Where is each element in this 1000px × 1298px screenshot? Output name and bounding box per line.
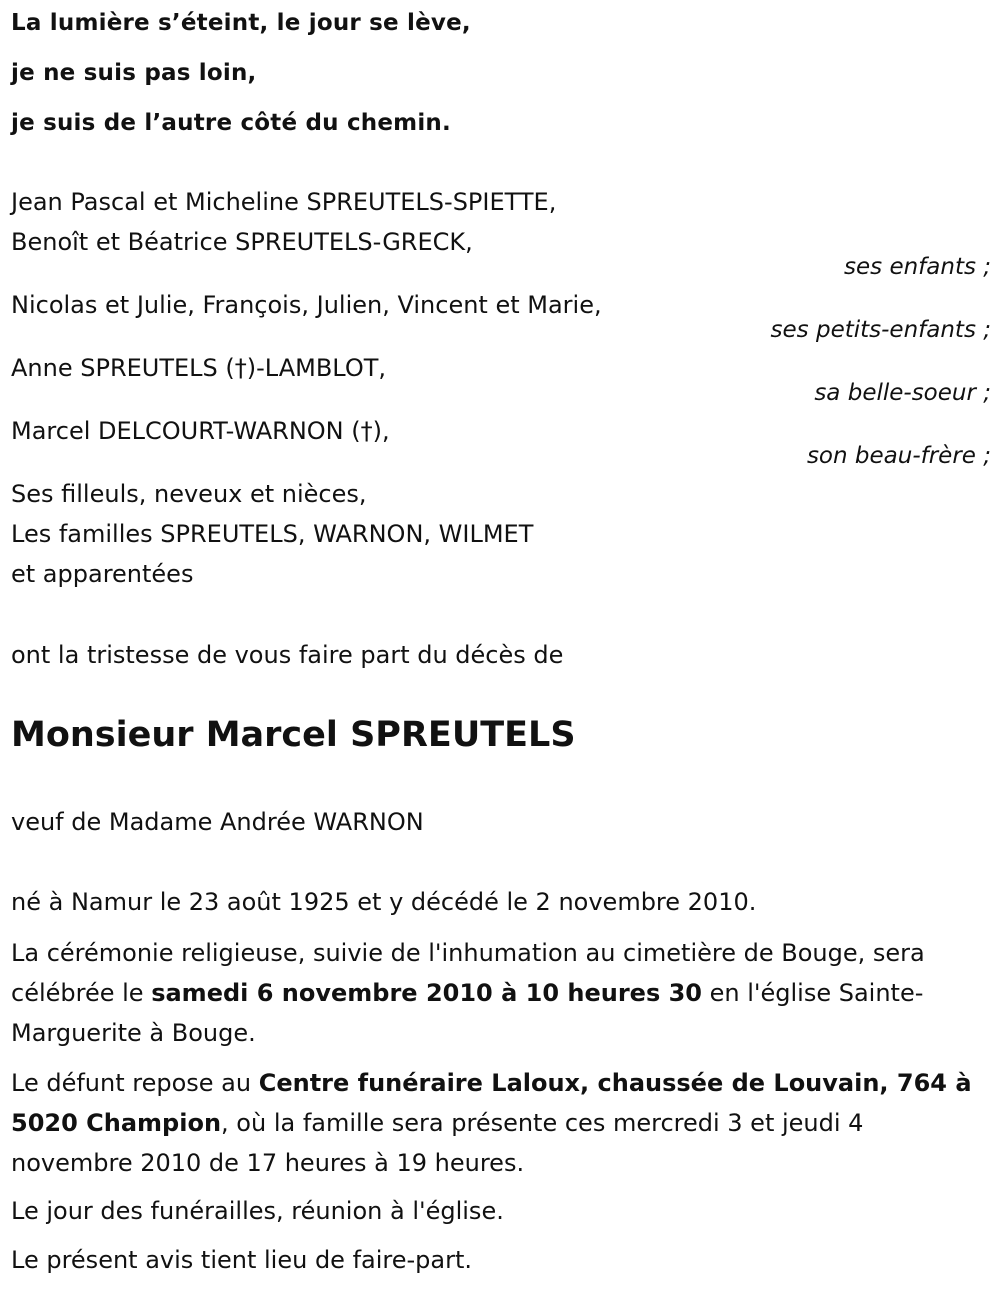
brother-in-law-role: son beau-frère ; [806, 443, 991, 469]
brother-in-law-line: Marcel DELCOURT-WARNON (†), [11, 417, 390, 445]
grandchildren-line: Nicolas et Julie, François, Julien, Vincent et Marie, [11, 291, 602, 319]
notice-line: Le présent avis tient lieu de faire-part. [11, 1246, 473, 1274]
repose-text-2: , où la famille sera présente ces mercredi 3 et jeudi 4 novembre 2010 de 17 heures à 19 heures. [11, 1109, 864, 1177]
children-line-2: Benoît et Béatrice SPREUTELS-GRECK, [11, 228, 473, 256]
widower-line: veuf de Madame Andrée WARNON [11, 808, 424, 836]
others-line-3: et apparentées [11, 560, 194, 588]
ceremony-date-time: samedi 6 novembre 2010 à 10 heures 30 [151, 979, 702, 1007]
birth-death-line: né à Namur le 23 août 1925 et y décédé le 2 novembre 2010. [11, 888, 757, 916]
children-role: ses enfants ; [844, 254, 991, 280]
announcement-line: ont la tristesse de vous faire part du décès de [11, 641, 564, 669]
others-line-1: Ses filleuls, neveux et nièces, [11, 480, 367, 508]
repose-text-1: Le défunt repose au [11, 1069, 259, 1097]
children-line-1: Jean Pascal et Micheline SPREUTELS-SPIETTE, [11, 188, 557, 216]
ceremony-text-1: La cérémonie religieuse, suivie de l'inhumation au cimetière de Bouge, sera célébrée le [11, 939, 925, 1007]
grandchildren-role: ses petits-enfants ; [770, 317, 991, 343]
ceremony-text-2: en l'église Sainte-Marguerite à Bouge. [11, 979, 924, 1047]
repose-place: Centre funéraire Laloux, chaussée de Louvain, 764 à 5020 Champion [11, 1069, 972, 1137]
poem-line-1: La lumière s’éteint, le jour se lève, [11, 10, 471, 36]
sister-in-law-role: sa belle-soeur ; [814, 380, 991, 406]
poem-line-2: je ne suis pas loin, [11, 60, 257, 86]
poem-line-3: je suis de l’autre côté du chemin. [11, 110, 451, 136]
deceased-name: Monsieur Marcel SPREUTELS [11, 715, 576, 755]
repose-paragraph [11, 1063, 986, 1183]
sister-in-law-line: Anne SPREUTELS (†)-LAMBLOT, [11, 354, 386, 382]
others-line-2: Les familles SPREUTELS, WARNON, WILMET [11, 520, 534, 548]
meeting-line: Le jour des funérailles, réunion à l'église. [11, 1197, 504, 1225]
ceremony-paragraph [11, 933, 986, 1053]
